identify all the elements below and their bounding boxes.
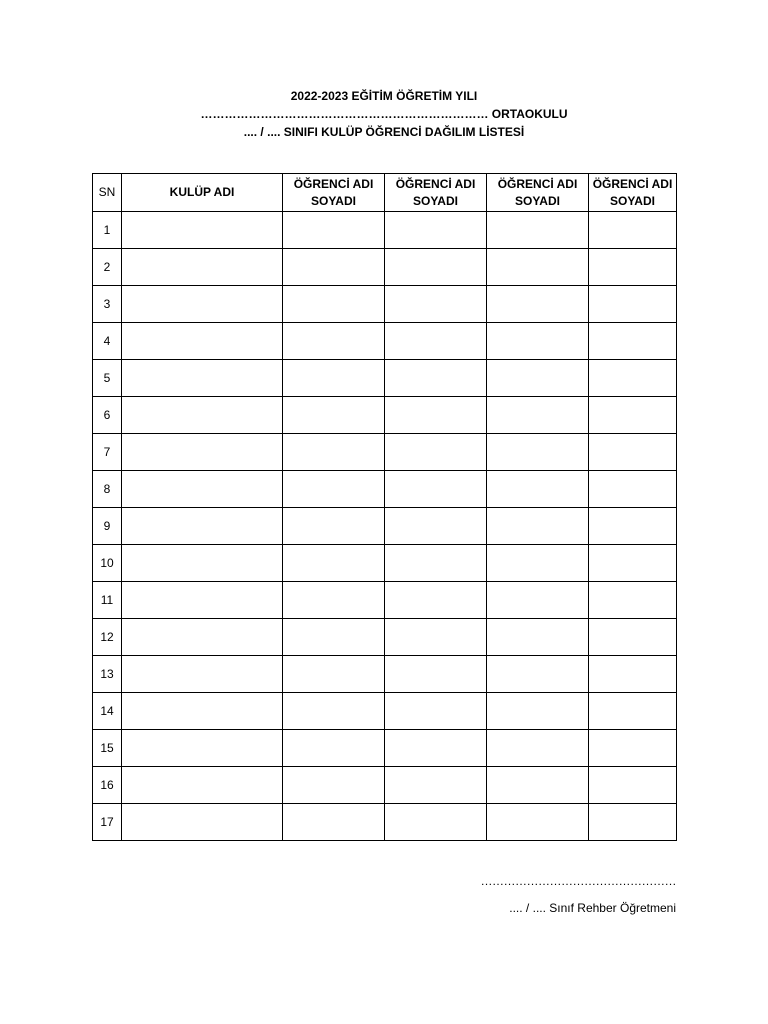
table-row: [93, 212, 677, 249]
student-3-cell[interactable]: [487, 656, 589, 693]
student-1-cell[interactable]: [283, 508, 385, 545]
student-2-cell[interactable]: [385, 730, 487, 767]
student-1-cell[interactable]: [283, 212, 385, 249]
table-row: [93, 286, 677, 323]
column-header-student-3: ÖĞRENCİ ADI SOYADI: [487, 174, 589, 212]
student-2-cell[interactable]: [385, 471, 487, 508]
table-header-row: [93, 174, 677, 212]
student-2-cell[interactable]: [385, 397, 487, 434]
student-4-cell[interactable]: [589, 323, 677, 360]
signature-block: [481, 872, 677, 917]
row-number: 7: [93, 434, 122, 471]
column-header-sn: SN: [93, 174, 122, 212]
club-name-cell[interactable]: [122, 619, 283, 656]
student-3-cell[interactable]: [487, 323, 589, 360]
student-3-cell[interactable]: [487, 730, 589, 767]
club-name-cell[interactable]: [122, 545, 283, 582]
row-number: 5: [93, 360, 122, 397]
student-1-cell[interactable]: [283, 693, 385, 730]
student-1-cell[interactable]: [283, 656, 385, 693]
student-3-cell[interactable]: [487, 508, 589, 545]
student-3-cell[interactable]: [487, 582, 589, 619]
student-3-cell[interactable]: [487, 434, 589, 471]
row-number: 9: [93, 508, 122, 545]
student-2-cell[interactable]: [385, 212, 487, 249]
student-4-cell[interactable]: [589, 582, 677, 619]
club-name-cell[interactable]: [122, 212, 283, 249]
club-name-cell[interactable]: [122, 360, 283, 397]
signature-role: .... / .... Sınıf Rehber Öğretmeni: [509, 901, 676, 915]
column-header-student-4: ÖĞRENCİ ADI SOYADI: [589, 174, 677, 212]
student-3-cell[interactable]: [487, 360, 589, 397]
student-2-cell[interactable]: [385, 619, 487, 656]
column-header-student-1: ÖĞRENCİ ADI SOYADI: [283, 174, 385, 212]
student-3-cell[interactable]: [487, 397, 589, 434]
student-3-cell[interactable]: [487, 619, 589, 656]
club-name-cell[interactable]: [122, 767, 283, 804]
student-4-cell[interactable]: [589, 545, 677, 582]
club-name-cell[interactable]: [122, 656, 283, 693]
row-number: 8: [93, 471, 122, 508]
table-row: [93, 397, 677, 434]
student-2-cell[interactable]: [385, 582, 487, 619]
row-number: 11: [93, 582, 122, 619]
student-1-cell[interactable]: [283, 619, 385, 656]
row-number: 14: [93, 693, 122, 730]
table-row: [93, 730, 677, 767]
student-4-cell[interactable]: [589, 286, 677, 323]
student-1-cell[interactable]: [283, 323, 385, 360]
student-1-cell[interactable]: [283, 249, 385, 286]
row-number: 15: [93, 730, 122, 767]
column-header-student-2: ÖĞRENCİ ADI SOYADI: [385, 174, 487, 212]
document-title: [0, 87, 768, 141]
student-3-cell[interactable]: [487, 767, 589, 804]
club-name-cell[interactable]: [122, 693, 283, 730]
row-number: 12: [93, 619, 122, 656]
student-2-cell[interactable]: [385, 286, 487, 323]
student-1-cell[interactable]: [283, 360, 385, 397]
club-name-cell[interactable]: [122, 804, 283, 841]
student-2-cell[interactable]: [385, 323, 487, 360]
club-distribution-table: [92, 173, 677, 841]
student-4-cell[interactable]: [589, 508, 677, 545]
table-row: [93, 471, 677, 508]
student-1-cell[interactable]: [283, 434, 385, 471]
student-3-cell[interactable]: [487, 804, 589, 841]
column-header-club-name: KULÜP ADI: [122, 174, 283, 212]
student-1-cell[interactable]: [283, 767, 385, 804]
row-number: 3: [93, 286, 122, 323]
student-1-cell[interactable]: [283, 804, 385, 841]
table-row: [93, 693, 677, 730]
title-school-name: ……………………………………………………………… ORTAOKULU: [200, 107, 568, 121]
student-2-cell[interactable]: [385, 360, 487, 397]
table-body: [93, 212, 677, 841]
student-1-cell[interactable]: [283, 471, 385, 508]
student-4-cell[interactable]: [589, 656, 677, 693]
student-1-cell[interactable]: [283, 397, 385, 434]
student-2-cell[interactable]: [385, 508, 487, 545]
row-number: 13: [93, 656, 122, 693]
student-2-cell[interactable]: [385, 767, 487, 804]
student-3-cell[interactable]: [487, 545, 589, 582]
row-number: 6: [93, 397, 122, 434]
table-row: [93, 619, 677, 656]
student-2-cell[interactable]: [385, 804, 487, 841]
student-1-cell[interactable]: [283, 582, 385, 619]
student-3-cell[interactable]: [487, 286, 589, 323]
student-4-cell[interactable]: [589, 767, 677, 804]
student-2-cell[interactable]: [385, 434, 487, 471]
club-name-cell[interactable]: [122, 508, 283, 545]
table-row: [93, 804, 677, 841]
title-school-year: 2022-2023 EĞİTİM ÖĞRETİM YILI: [290, 89, 478, 103]
student-4-cell[interactable]: [589, 249, 677, 286]
table-row: [93, 323, 677, 360]
student-4-cell[interactable]: [589, 360, 677, 397]
club-name-cell[interactable]: [122, 249, 283, 286]
row-number: 2: [93, 249, 122, 286]
student-3-cell[interactable]: [487, 212, 589, 249]
row-number: 1: [93, 212, 122, 249]
student-1-cell[interactable]: [283, 730, 385, 767]
student-1-cell[interactable]: [283, 545, 385, 582]
student-2-cell[interactable]: [385, 545, 487, 582]
row-number: 10: [93, 545, 122, 582]
club-name-cell[interactable]: [122, 286, 283, 323]
signature-line: ……………………………………………: [480, 874, 676, 888]
student-2-cell[interactable]: [385, 656, 487, 693]
club-name-cell[interactable]: [122, 471, 283, 508]
student-4-cell[interactable]: [589, 693, 677, 730]
table-row: [93, 582, 677, 619]
table-row: [93, 360, 677, 397]
table-row: [93, 508, 677, 545]
student-3-cell[interactable]: [487, 471, 589, 508]
student-4-cell[interactable]: [589, 212, 677, 249]
club-name-cell[interactable]: [122, 730, 283, 767]
table-row: [93, 656, 677, 693]
table-row: [93, 545, 677, 582]
table-row: [93, 767, 677, 804]
student-4-cell[interactable]: [589, 619, 677, 656]
club-name-cell[interactable]: [122, 323, 283, 360]
row-number: 16: [93, 767, 122, 804]
student-4-cell[interactable]: [589, 471, 677, 508]
student-4-cell[interactable]: [589, 730, 677, 767]
student-2-cell[interactable]: [385, 693, 487, 730]
student-4-cell[interactable]: [589, 804, 677, 841]
table-row: [93, 434, 677, 471]
student-3-cell[interactable]: [487, 249, 589, 286]
student-4-cell[interactable]: [589, 434, 677, 471]
club-name-cell[interactable]: [122, 397, 283, 434]
row-number: 4: [93, 323, 122, 360]
student-3-cell[interactable]: [487, 693, 589, 730]
club-name-cell[interactable]: [122, 582, 283, 619]
title-list-name: .... / .... SINIFI KULÜP ÖĞRENCİ DAĞILIM LİSTESİ: [243, 125, 525, 139]
club-name-cell[interactable]: [122, 434, 283, 471]
student-4-cell[interactable]: [589, 397, 677, 434]
student-1-cell[interactable]: [283, 286, 385, 323]
row-number: 17: [93, 804, 122, 841]
student-2-cell[interactable]: [385, 249, 487, 286]
table-row: [93, 249, 677, 286]
